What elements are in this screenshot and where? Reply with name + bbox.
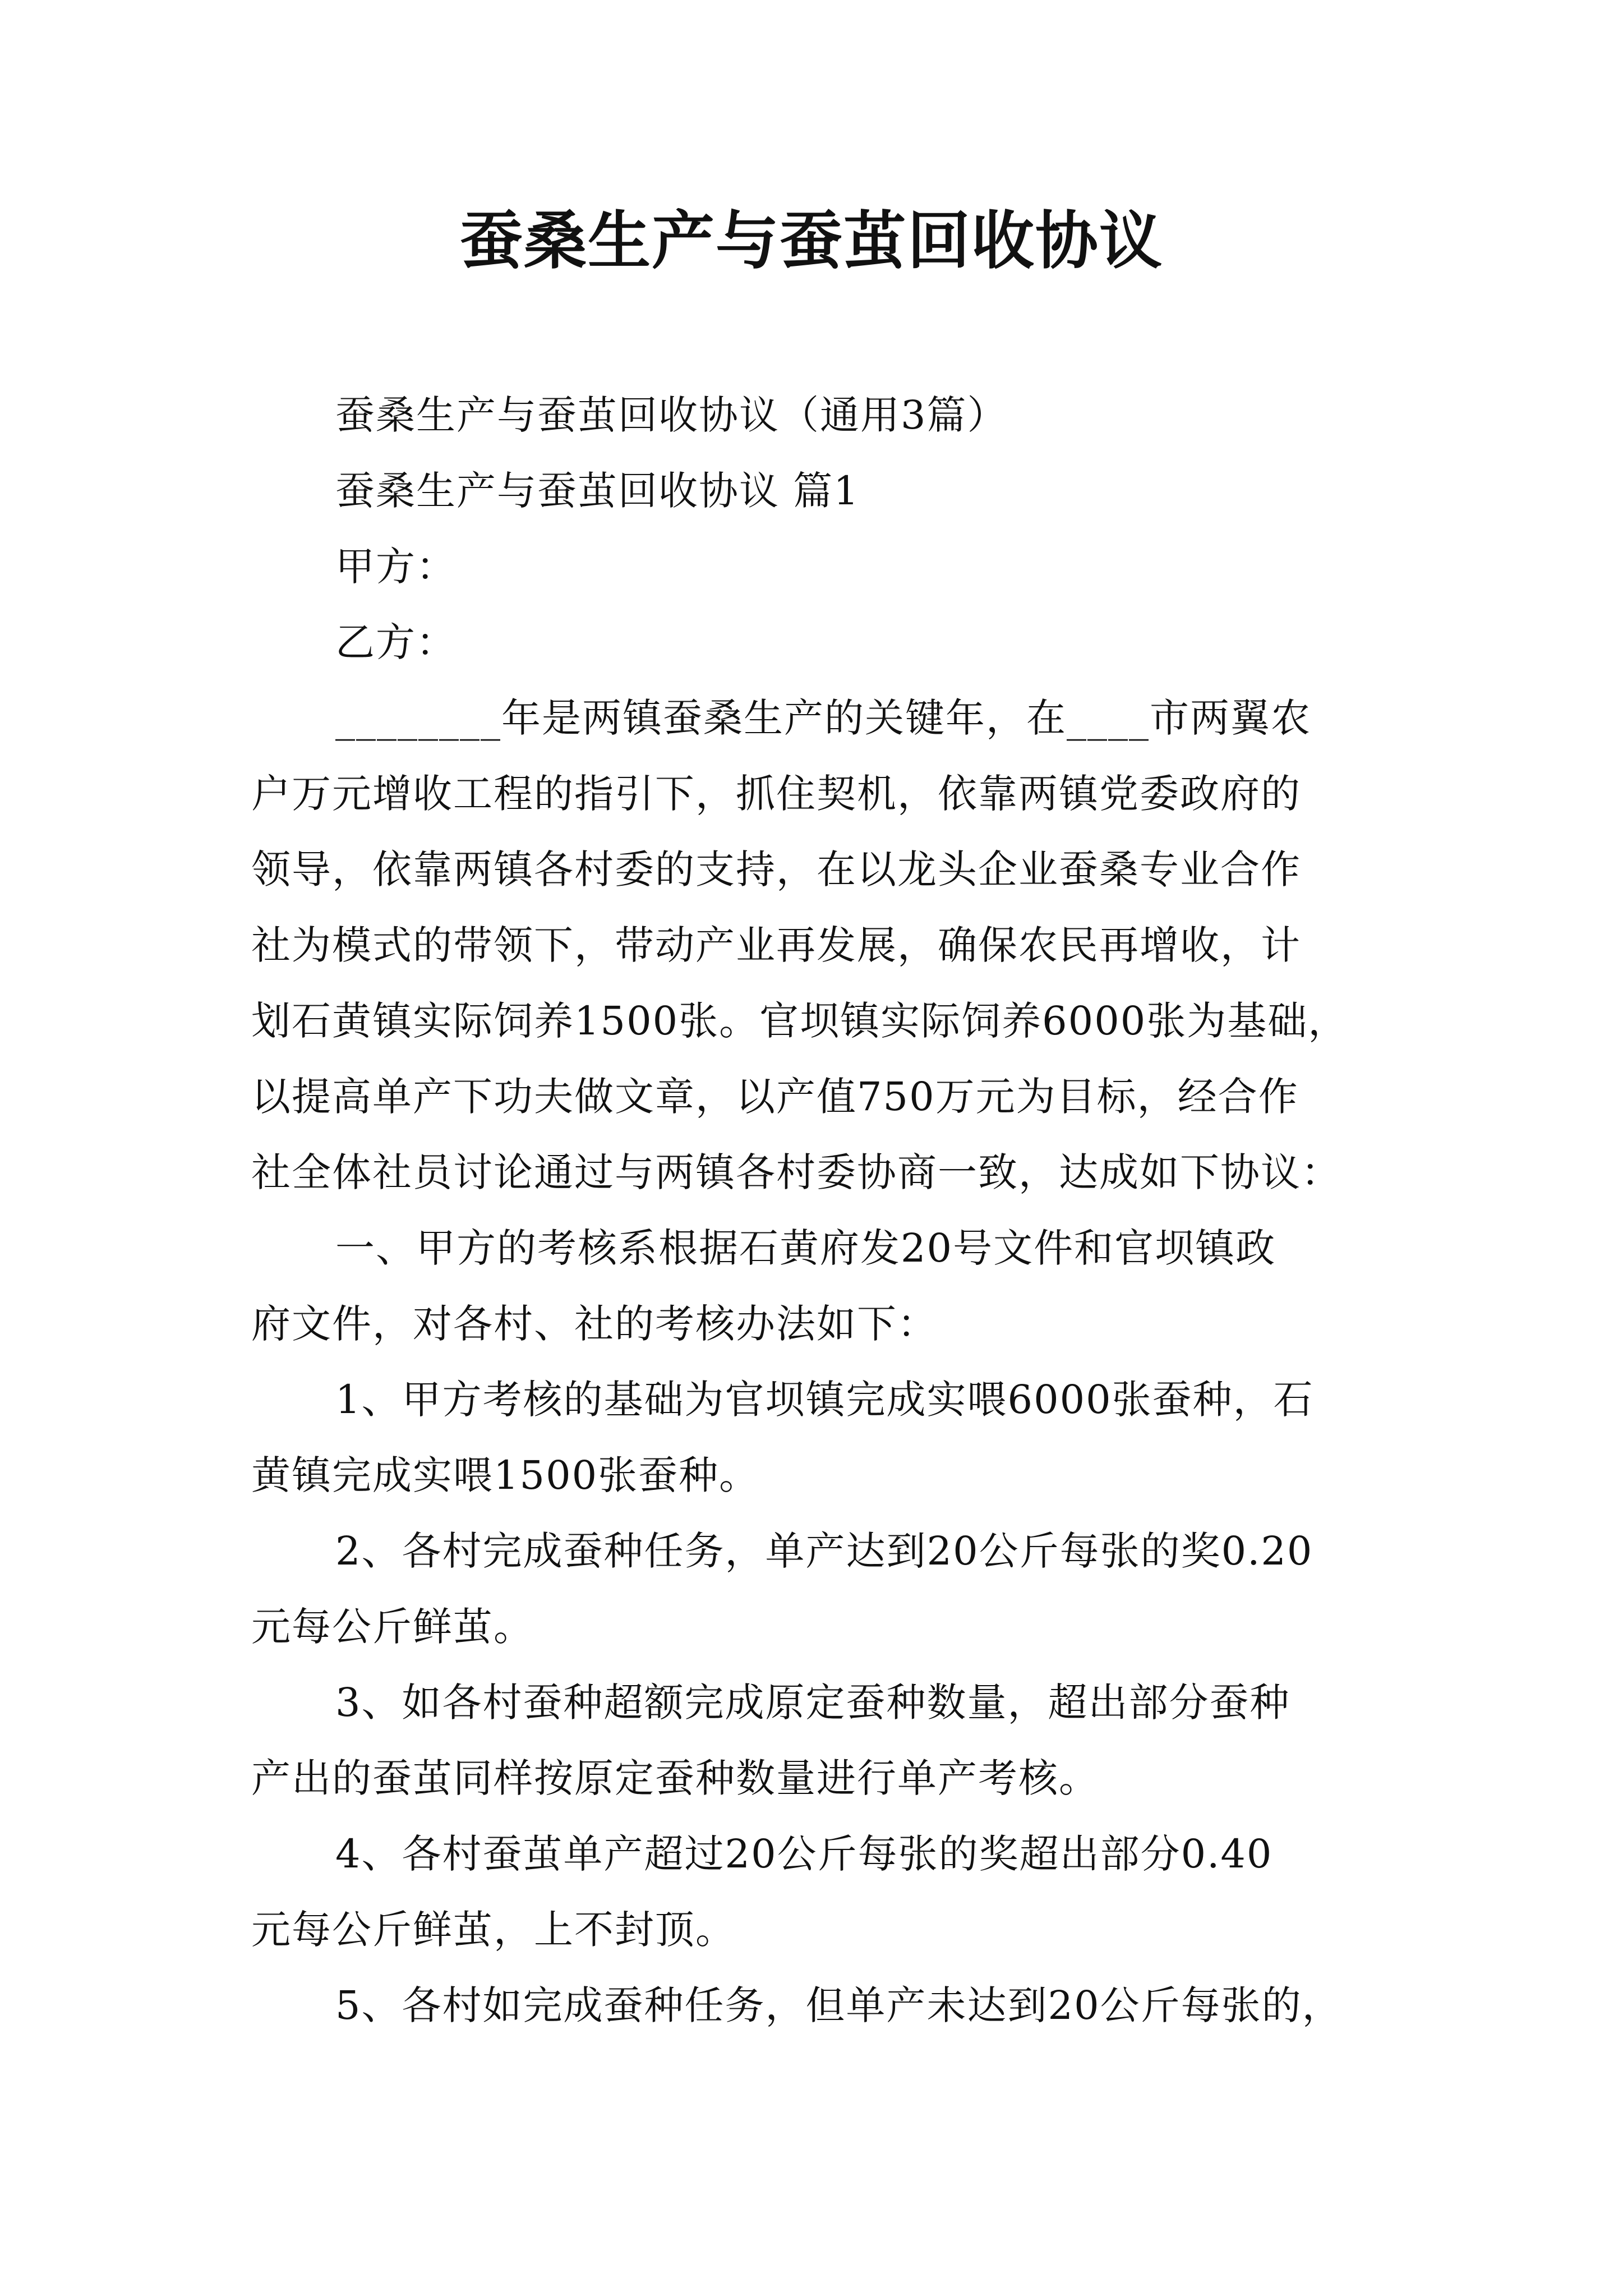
clause-item-3-continuation: 产出的蚕茧同样按原定蚕种数量进行单产考核。 [251, 1755, 1099, 1801]
document-title: 蚕桑生产与蚕茧回收协议 [460, 204, 1163, 278]
section-heading: 蚕桑生产与蚕茧回收协议 篇1 [335, 468, 860, 514]
paragraph-line: 社全体社员讨论通过与两镇各村委协商一致，达成如下协议： [251, 1149, 1341, 1195]
clause-item-5: 5、各村如完成蚕种任务，但单产未达到20公斤每张的， [335, 1982, 1343, 2028]
clause-heading: 一、甲方的考核系根据石黄府发20号文件和官坝镇政 [335, 1225, 1276, 1271]
clause-item-1: 1、甲方考核的基础为官坝镇完成实喂6000张蚕种，石 [335, 1377, 1314, 1423]
clause-line: 府文件，对各村、社的考核办法如下： [251, 1301, 938, 1347]
paragraph-line: 以提高单产下功夫做文章，以产值750万元为目标，经合作 [251, 1074, 1299, 1120]
clause-item-3: 3、如各村蚕种超额完成原定蚕种数量，超出部分蚕种 [335, 1680, 1290, 1726]
paragraph-line: 社为模式的带领下，带动产业再发展，确保农民再增收，计 [251, 922, 1301, 968]
party-a-label: 甲方： [335, 544, 457, 590]
paragraph-line: ________年是两镇蚕桑生产的关键年，在____市两翼农 [335, 695, 1311, 741]
party-b-label: 乙方： [335, 619, 457, 665]
clause-item-1-continuation: 黄镇完成实喂1500张蚕种。 [251, 1452, 760, 1498]
paragraph-line: 户万元增收工程的指引下，抓住契机，依靠两镇党委政府的 [251, 771, 1301, 817]
clause-item-4: 4、各村蚕茧单产超过20公斤每张的奖超出部分0.40 [335, 1831, 1273, 1877]
clause-item-4-continuation: 元每公斤鲜茧，上不封顶。 [251, 1907, 736, 1953]
clause-item-2: 2、各村完成蚕种任务，单产达到20公斤每张的奖0.20 [335, 1528, 1313, 1574]
subtitle-line: 蚕桑生产与蚕茧回收协议（通用3篇） [335, 392, 1008, 438]
paragraph-line: 领导，依靠两镇各村委的支持，在以龙头企业蚕桑专业合作 [251, 846, 1301, 892]
paragraph-line: 划石黄镇实际饲养1500张。官坝镇实际饲养6000张为基础， [251, 998, 1349, 1044]
clause-item-2-continuation: 元每公斤鲜茧。 [251, 1604, 534, 1650]
